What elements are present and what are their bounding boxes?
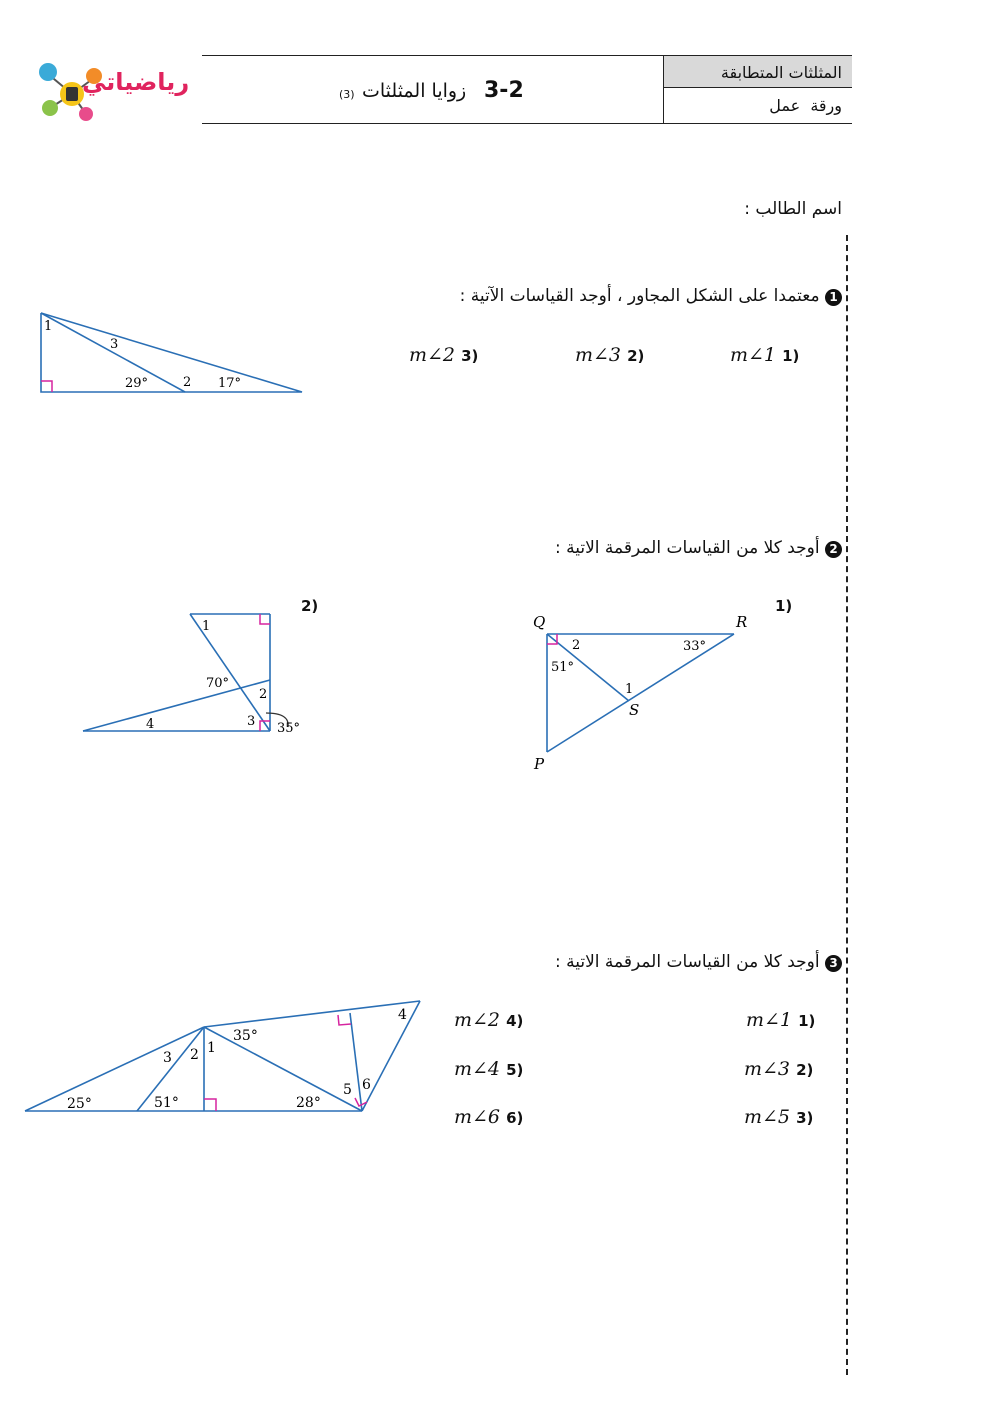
q2-fig2-label: 3 xyxy=(247,714,256,729)
q3-label: 25° xyxy=(67,1096,92,1112)
q3-figure xyxy=(20,995,430,1120)
q3-item-5-expr: m∠4 xyxy=(454,1058,501,1080)
q3-item-3-num: 3) xyxy=(796,1109,814,1127)
q3-label: 28° xyxy=(296,1095,321,1111)
unit-title: المثلثات المتطابقة xyxy=(720,63,842,82)
q2-badge: 2 xyxy=(825,541,842,558)
q2-fig1-label: R xyxy=(736,613,748,631)
logo-text: رياضياتي xyxy=(82,68,190,96)
student-name-field[interactable] xyxy=(560,200,750,222)
q1-item-3 xyxy=(409,344,478,366)
q2-figure-1 xyxy=(525,605,765,780)
lesson-number: 3-2 xyxy=(484,78,524,103)
q1-item-3-expr: m∠2 xyxy=(409,344,456,366)
q3-item-3 xyxy=(744,1106,813,1128)
lesson-title: زوايا المثلثات xyxy=(362,80,467,102)
q3-item-4-expr: m∠2 xyxy=(454,1009,501,1031)
q2-fig1-label: 2 xyxy=(572,638,581,653)
q3-item-1 xyxy=(746,1009,815,1031)
q3-item-5 xyxy=(454,1058,523,1080)
q3-item-1-num: 1) xyxy=(798,1012,816,1030)
q2-fig1-label: 33° xyxy=(683,639,707,654)
sheet-type: ورقة عمل xyxy=(769,96,842,115)
q2-fig2-label: 1 xyxy=(202,619,211,634)
q3-prompt xyxy=(555,952,842,972)
q1-item-2-expr: m∠3 xyxy=(575,344,622,366)
q1-right-angle-mark xyxy=(41,381,52,392)
q3-item-4-num: 4) xyxy=(506,1012,524,1030)
q2-fig1-label: S xyxy=(629,701,640,719)
q3-label: 6 xyxy=(362,1077,371,1093)
lesson-part: (3) xyxy=(339,88,355,101)
q3-item-6 xyxy=(454,1106,523,1128)
q3-item-4 xyxy=(454,1009,523,1031)
q3-prompt-text: أوجد كلا من القياسات المرقمة الاتية : xyxy=(554,952,820,972)
q1-badge: 1 xyxy=(825,289,842,306)
q3-label: 5 xyxy=(343,1082,352,1098)
q2-fig2-label: 35° xyxy=(277,721,301,736)
q3-item-5-num: 5) xyxy=(506,1061,524,1079)
q2-fig1-num: 1) xyxy=(775,597,793,615)
q1-label: 17° xyxy=(218,376,242,391)
q2-fig2-num: 2) xyxy=(301,597,319,615)
q2-fig2-label: 2 xyxy=(259,687,268,702)
q1-label: 29° xyxy=(125,376,149,391)
q2-fig1-label: 51° xyxy=(551,660,575,675)
q2-prompt-text: أوجد كلا من القياسات المرقمة الاتية : xyxy=(554,538,820,558)
q1-item-1 xyxy=(730,344,799,366)
q3-item-6-num: 6) xyxy=(506,1109,524,1127)
q1-item-2 xyxy=(575,344,644,366)
q3-badge: 3 xyxy=(825,955,842,972)
q1-item-1-num: 1) xyxy=(782,347,800,365)
q3-right-angle-mark xyxy=(204,1099,216,1111)
q2-figure-2 xyxy=(78,605,308,740)
q2-prompt xyxy=(555,538,842,558)
q3-item-2-expr: m∠3 xyxy=(744,1058,791,1080)
q3-item-2-num: 2) xyxy=(796,1061,814,1079)
q2-fig2-label: 70° xyxy=(206,676,230,691)
q1-prompt xyxy=(460,286,842,306)
logo xyxy=(30,56,190,126)
q2-fig1-label: 1 xyxy=(625,682,634,697)
q1-label: 2 xyxy=(183,375,192,390)
q3-label: 2 xyxy=(190,1047,199,1063)
q1-label: 3 xyxy=(110,337,119,352)
q1-label: 1 xyxy=(44,319,53,334)
student-name-label: اسم الطالب : xyxy=(744,199,842,219)
q2-fig2-label: 4 xyxy=(146,717,155,732)
q2-fig2-right-angle-mark xyxy=(260,614,270,624)
q3-label: 35° xyxy=(233,1028,258,1044)
q2-fig1-label: P xyxy=(534,755,545,773)
q3-item-3-expr: m∠5 xyxy=(744,1106,791,1128)
q3-label: 3 xyxy=(163,1050,172,1066)
margin-dashed-line xyxy=(846,235,848,1375)
q3-item-6-expr: m∠6 xyxy=(454,1106,501,1128)
q3-label: 1 xyxy=(207,1040,216,1056)
q1-item-3-num: 3) xyxy=(461,347,479,365)
q1-figure xyxy=(30,305,315,400)
q3-right-angle-mark xyxy=(338,1015,351,1025)
q1-item-1-expr: m∠1 xyxy=(730,344,777,366)
q1-prompt-text: معتمدا على الشكل المجاور ، أوجد القياسات الآتية : xyxy=(459,286,820,306)
q3-label: 4 xyxy=(398,1007,407,1023)
q3-label: 51° xyxy=(154,1095,179,1111)
q1-item-2-num: 2) xyxy=(627,347,645,365)
q3-item-2 xyxy=(744,1058,813,1080)
q2-fig1-label: Q xyxy=(533,613,546,631)
q3-item-1-expr: m∠1 xyxy=(746,1009,793,1031)
